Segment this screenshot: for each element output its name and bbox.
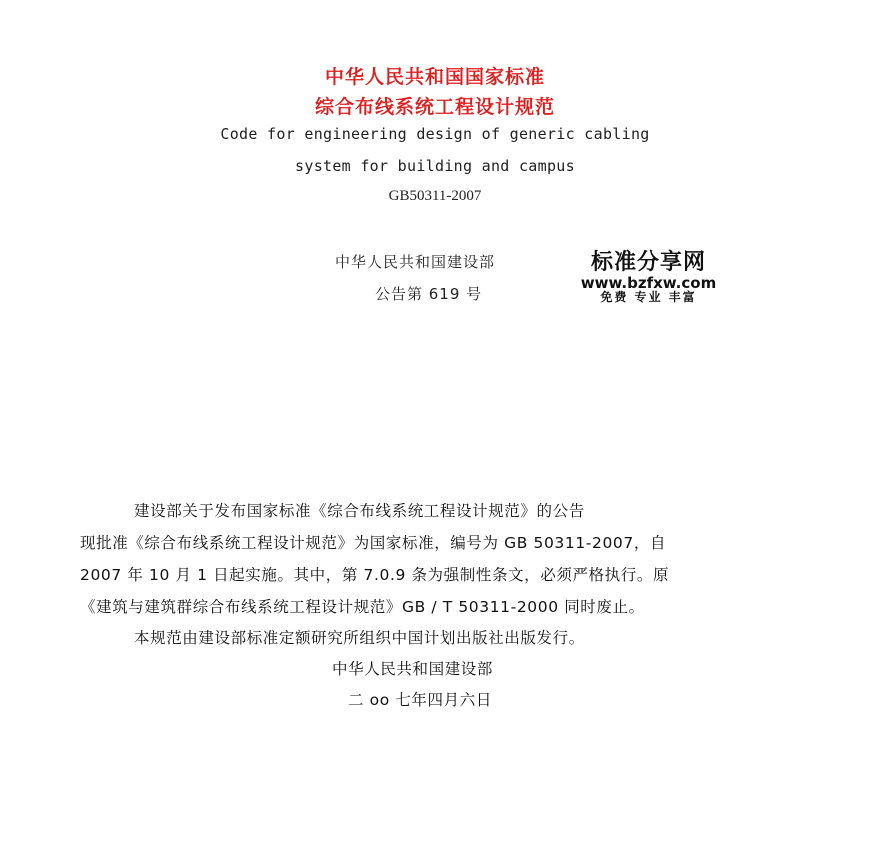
english-title-line1: Code for engineering design of generic cabling xyxy=(220,125,650,143)
document-title-line1: 中华人民共和国国家标准 xyxy=(324,66,545,88)
standard-code: GB50311-2007 xyxy=(388,188,482,204)
announcement-number: 公告第 619 号 xyxy=(375,285,483,303)
watermark-slogan: 免费 专业 丰富 xyxy=(600,290,697,304)
issuer-ministry: 中华人民共和国建设部 xyxy=(335,253,496,271)
watermark-url: www.bzfxw.com xyxy=(580,274,717,292)
watermark-site-name: 标准分享网 xyxy=(590,250,706,275)
notice-signature: 中华人民共和国建设部 xyxy=(332,660,494,678)
notice-paragraph-line2: 2007 年 10 月 1 日起实施。其中，第 7.0.9 条为强制性条文，必须严格执行。原 xyxy=(80,566,670,584)
notice-paragraph-publisher: 本规范由建设部标准定额研究所组织中国计划出版社出版发行。 xyxy=(134,629,585,647)
english-title-line2: system for building and campus xyxy=(295,157,575,175)
document-title-line2: 综合布线系统工程设计规范 xyxy=(314,96,555,118)
notice-heading: 建设部关于发布国家标准《综合布线系统工程设计规范》的公告 xyxy=(134,502,585,520)
notice-paragraph-line3: 《建筑与建筑群综合布线系统工程设计规范》GB / T 50311-2000 同时废止。 xyxy=(80,598,645,616)
notice-paragraph-line1: 现批准《综合布线系统工程设计规范》为国家标准，编号为 GB 50311-2007，自 xyxy=(80,534,667,552)
watermark-logo xyxy=(566,250,731,304)
notice-date: 二 oo 七年四月六日 xyxy=(348,691,492,709)
